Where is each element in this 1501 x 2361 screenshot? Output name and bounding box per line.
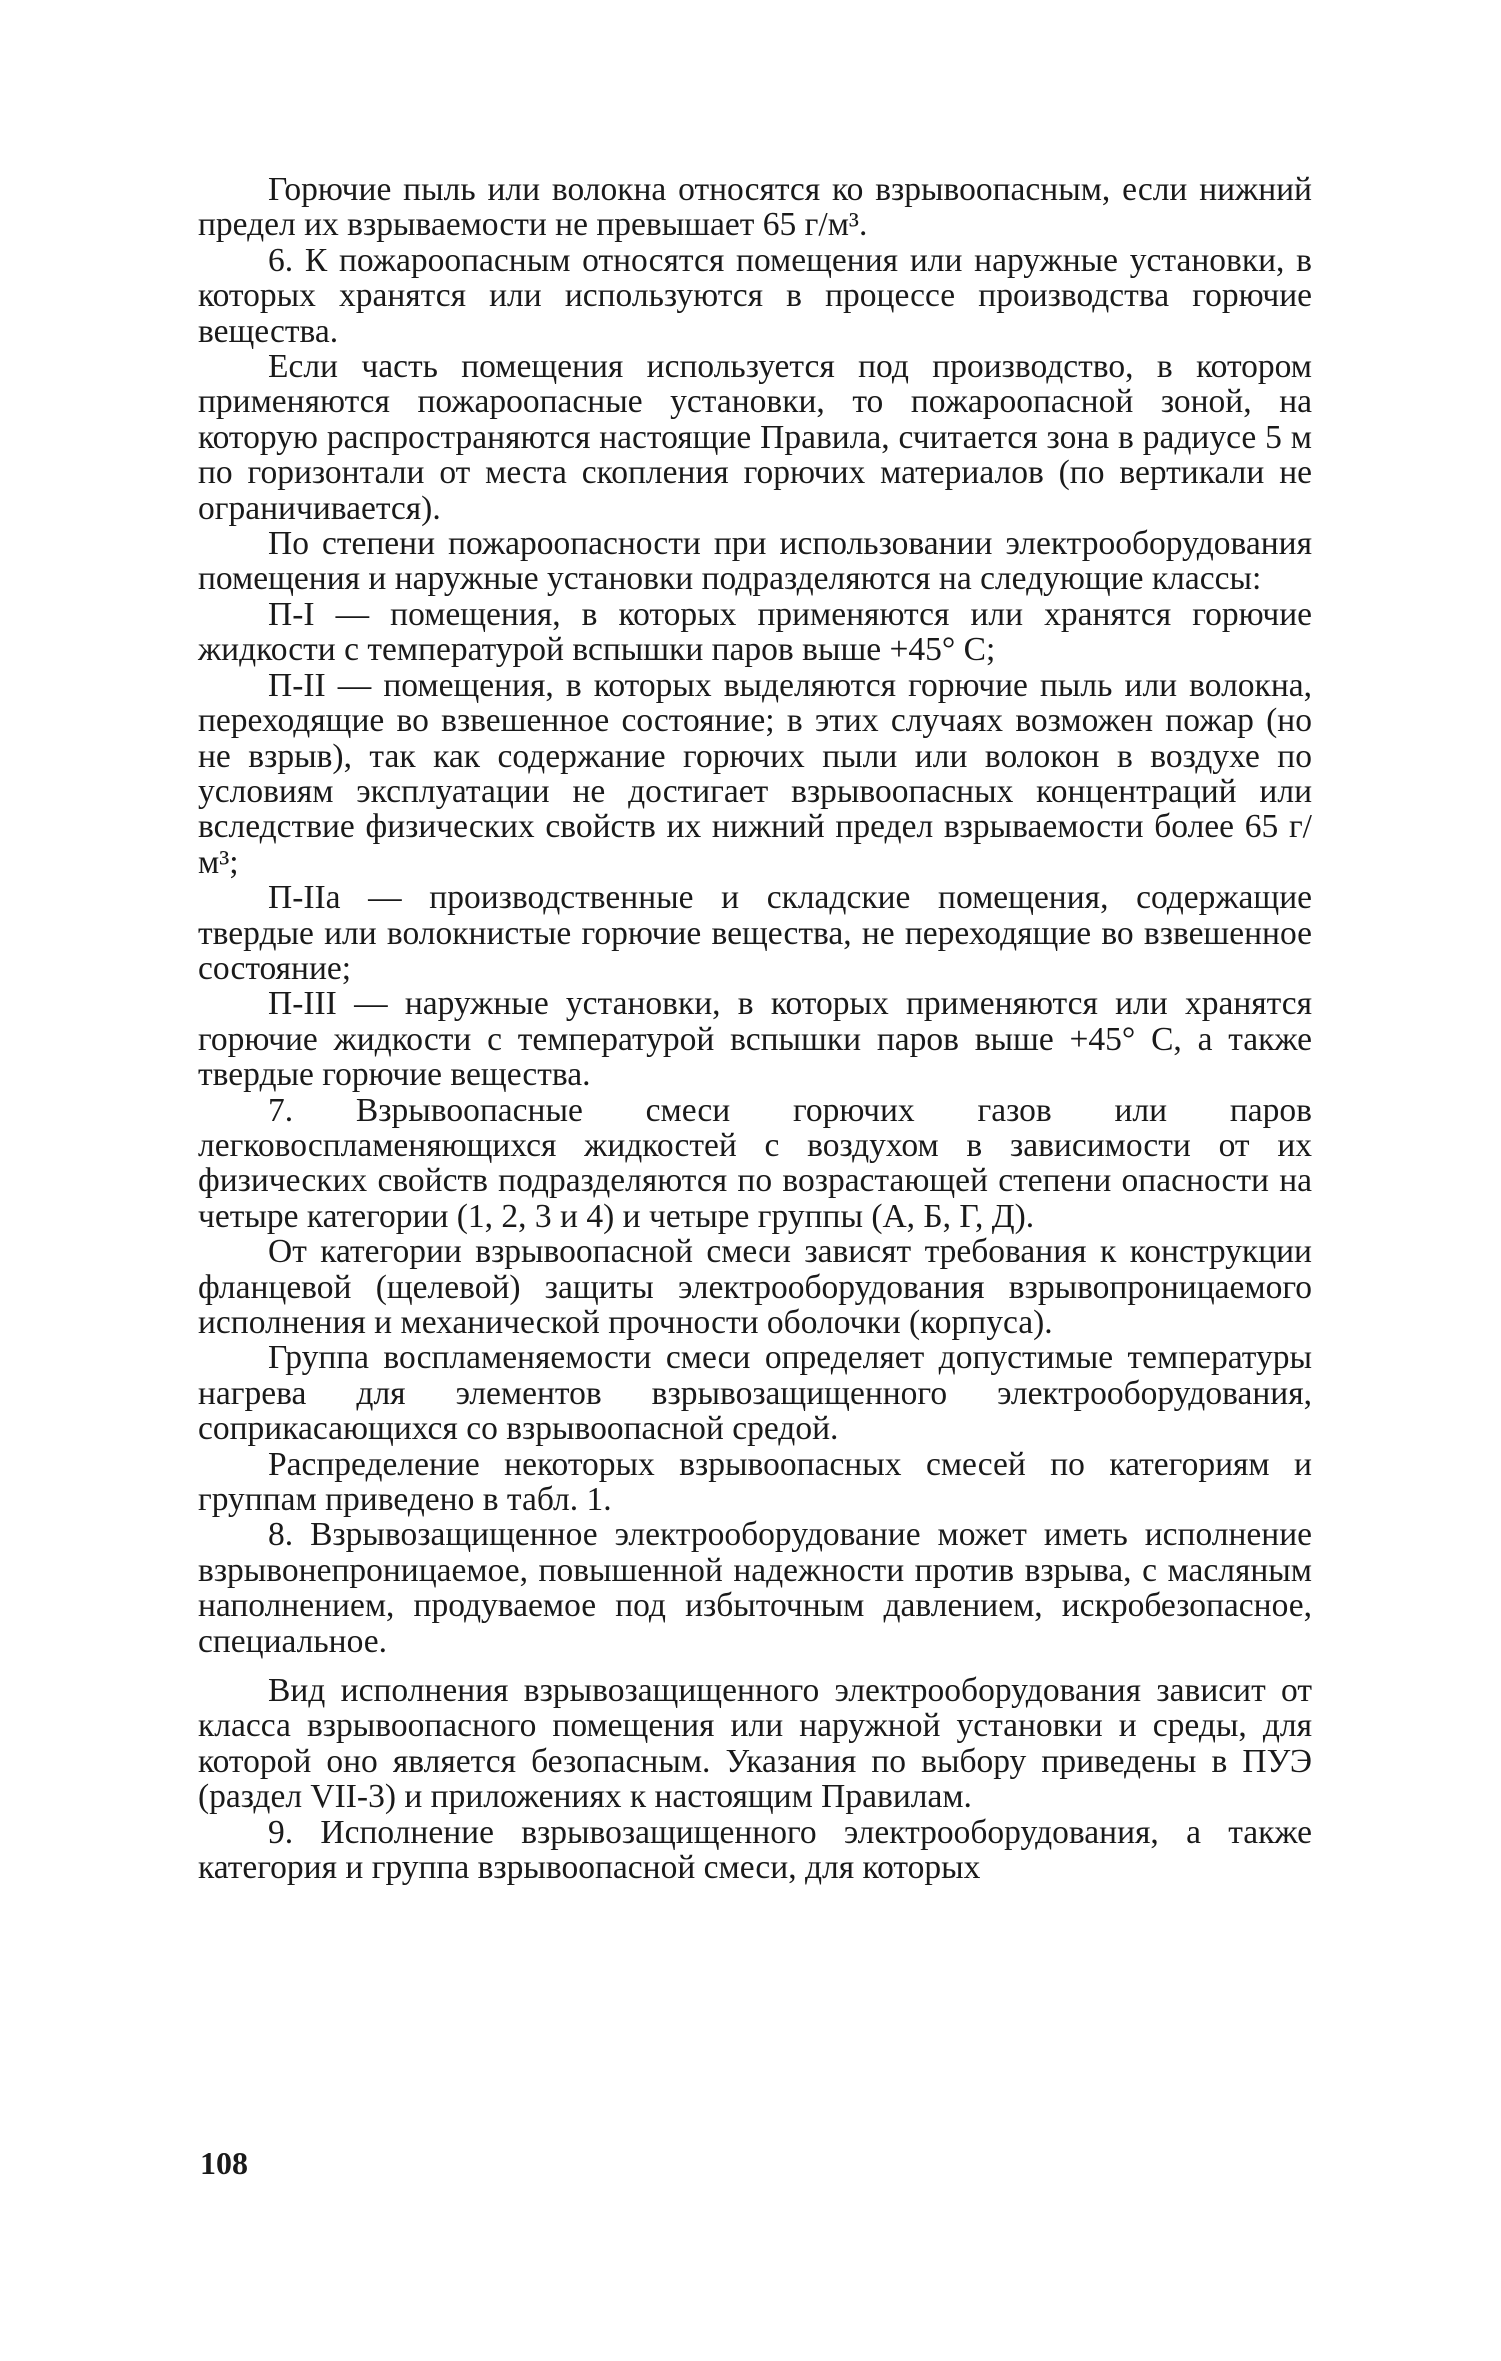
paragraph-item-9: 9. Исполнение взрывозащищенного электрооборудования, а также категория и группа взрывоопасной смеси, для которых — [198, 1813, 1312, 1887]
paragraph-class-p2a: П-IIа — производственные и складские помещения, содержащие твердые или волокнистые горючие вещества, не переходящие во взвешенное состояние; — [198, 879, 1312, 987]
paragraph-partial-room: Если часть помещения используется под производство, в котором применяются пожароопасные установки, то пожароопасной зоной, на которую распространяются настоящие Правила, считается зона в радиусе 5 м по горизонтали от места скопления горючих материалов (по вертикали не ограничивается). — [198, 348, 1312, 527]
paragraph-classes-intro: По степени пожароопасности при использовании электрооборудования помещения и наружные установки подразделяются на следующие классы: — [198, 525, 1312, 598]
paragraph-combustible-dust: Горючие пыль или волокна относятся ко взрывоопасным, если нижний предел их взрываемости не превышает 65 г/м³. — [198, 171, 1312, 244]
page-number: 108 — [200, 2145, 248, 2181]
paragraph-ignition-group: Группа воспламеняемости смеси определяет допустимые температуры нагрева для элементов взрывозащищенного электрооборудования, соприкасающихся со взрывоопасной средой. — [198, 1339, 1312, 1448]
paragraph-item-7: 7. Взрывоопасные смеси горючих газов или паров легковоспламеняющихся жидкостей с воздухом в зависимости от их физических свойств подразделяются по возрастающей степени опасности на четыре категории (1, 2, 3 и 4) и четыре группы (А, Б, Г, Д). — [198, 1091, 1312, 1235]
paragraph-distribution-table: Распределение некоторых взрывоопасных смесей по категориям и группам приведено в табл. 1. — [198, 1445, 1312, 1519]
paragraph-item-8: 8. Взрывозащищенное электрооборудование может иметь исполнение взрывонепроницаемое, повышенной надежности против взрыва, с масляным наполнением, продуваемое под избыточным давлением, искробезопасное, специальное. — [198, 1516, 1312, 1660]
paragraph-category-requirements: От категории взрывоопасной смеси зависят требования к конструкции фланцевой (щелевой) защиты электрооборудования взрывопроницаемого исполнения и механической прочности оболочки (корпуса). — [198, 1233, 1312, 1341]
paragraph-class-p1: П-I — помещения, в которых применяются или хранятся горючие жидкости с температурой вспышки паров выше +45° С; — [198, 595, 1312, 669]
page-body — [198, 172, 1312, 1886]
paragraph-item-6: 6. К пожароопасным относятся помещения или наружные установки, в которых хранятся или используются в процессе производства горючие вещества. — [198, 241, 1312, 350]
paragraph-execution-type: Вид исполнения взрывозащищенного электрооборудования зависит от класса взрывоопасного помещения или наружной установки и среды, для которой оно является безопасным. Указания по выбору приведены в ПУЭ (раздел VII-3) и приложениях к настоящим Правилам. — [198, 1672, 1312, 1816]
paragraph-class-p2: П-II — помещения, в которых выделяются горючие пыль или волокна, переходящие во взвешенное состояние; в этих случаях возможен пожар (но не взрыв), так как содержание горючих пыли или волокон в воздухе по условиям эксплуатации не достигает взрывоопасных концентраций или вследствие физических свойств их нижний предел взрываемости более 65 г/м³; — [198, 666, 1312, 881]
paragraph-class-p3: П-III — наружные установки, в которых применяются или хранятся горючие жидкости с температурой вспышки паров выше +45° С, а также твердые горючие вещества. — [198, 985, 1312, 1094]
